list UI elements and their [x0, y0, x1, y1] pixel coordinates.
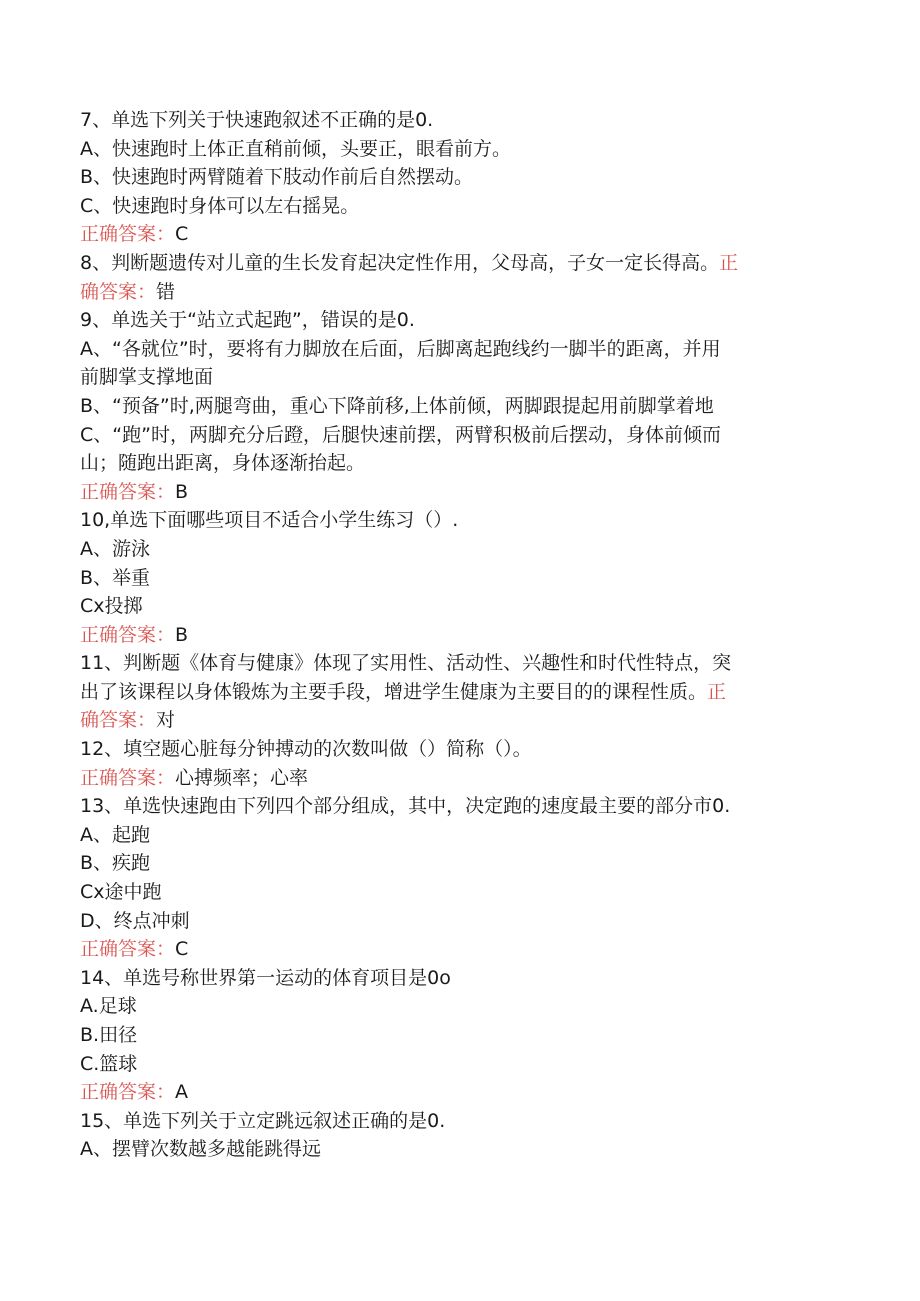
line-text: A、起跑 — [80, 823, 150, 846]
line-text: C.篮球 — [80, 1052, 138, 1075]
text-line — [80, 163, 830, 192]
answer-line — [80, 621, 830, 650]
text-line — [80, 907, 830, 936]
text-line — [80, 964, 830, 993]
text-line — [80, 535, 830, 564]
text-line — [80, 592, 830, 621]
answer-label: 正确答案： — [80, 766, 176, 789]
text-line — [80, 735, 830, 764]
answer-line — [80, 935, 830, 964]
document-page — [80, 106, 830, 1164]
answer-label: 正确答案： — [80, 623, 176, 646]
answer-label-start: 正 — [707, 680, 727, 703]
answer-label: 正确答案： — [80, 223, 176, 246]
line-text: A、快速跑时上体正直稍前倾，头要正，眼看前方。 — [80, 137, 511, 160]
answer-line — [80, 706, 830, 735]
text-line — [80, 363, 830, 392]
text-line — [80, 792, 830, 821]
line-text: D、终点冲刺 — [80, 909, 190, 932]
line-text: B、快速跑时两臂随着下肢动作前后自然摆动。 — [80, 166, 474, 189]
answer-label: 正确答案： — [80, 480, 176, 503]
line-text: A.足球 — [80, 995, 137, 1018]
text-line — [80, 192, 830, 221]
answer-value: 心搏频率；心率 — [175, 766, 309, 789]
text-line — [80, 678, 830, 707]
text-line — [80, 849, 830, 878]
line-text: 山；随跑出距离，身体逐渐抬起。 — [80, 452, 366, 475]
line-text: C、快速跑时身体可以左右摇晃。 — [80, 194, 360, 217]
line-text: 14、单选号称世界第一运动的体育项目是0o — [80, 966, 451, 989]
text-line — [80, 649, 830, 678]
answer-label: 确答案： — [80, 709, 157, 732]
line-text: B.田径 — [80, 1024, 138, 1046]
answer-value: C — [175, 938, 189, 961]
line-text: B、疾跑 — [80, 852, 151, 875]
answer-label: 正确答案： — [80, 1081, 176, 1104]
text-line — [80, 992, 830, 1021]
line-text: 13、单选快速跑由下列四个部分组成，其中，决定跑的速度最主要的部分市0. — [80, 795, 731, 818]
answer-value: C — [175, 223, 189, 246]
line-text: A、游泳 — [80, 537, 150, 560]
text-line — [80, 1050, 830, 1079]
answer-line — [80, 764, 830, 793]
answer-label-start: 正 — [719, 251, 739, 274]
answer-value: A — [175, 1081, 189, 1104]
line-text: 出了该课程以身体锻炼为主要手段，增进学生健康为主要目的的课程性质。 — [80, 680, 708, 703]
text-line — [80, 306, 830, 335]
text-line — [80, 821, 830, 850]
answer-line — [80, 278, 830, 307]
line-text: 15、单选下列关于立定跳远叙述正确的是0. — [80, 1109, 446, 1132]
line-text: 8、判断题遗传对儿童的生长发育起决定性作用，父母高，子女一定长得高。 — [80, 251, 720, 274]
text-line — [80, 564, 830, 593]
line-text: 前脚掌支撑地面 — [80, 366, 214, 389]
answer-value: 对 — [156, 709, 176, 732]
line-text: A、“各就位”时，要将有力脚放在后面，后脚离起跑线约一脚半的距离，并用 — [80, 337, 721, 360]
answer-line — [80, 478, 830, 507]
line-text: 11、判断题《体育与健康》体现了实用性、活动性、兴趣性和时代性特点，突 — [80, 652, 732, 675]
line-text: 7、单选下列关于快速跑叙述不正确的是0. — [80, 109, 434, 131]
text-line — [80, 249, 830, 278]
text-line — [80, 1107, 830, 1136]
text-line — [80, 1135, 830, 1164]
text-line — [80, 106, 830, 135]
line-text: 10,单选下面哪些项目不适合小学生练习（）. — [80, 509, 459, 532]
line-text: B、举重 — [80, 566, 151, 589]
line-text: Cx途中跑 — [80, 881, 162, 904]
text-line — [80, 449, 830, 478]
line-text: C、“跑”时，两脚充分后蹬，后腿快速前摆，两臂积极前后摆动，身体前倾而 — [80, 423, 721, 446]
text-line — [80, 421, 830, 450]
line-text: 9、单选关于“站立式起跑”，错误的是0. — [80, 309, 415, 332]
answer-label: 正确答案： — [80, 938, 176, 961]
answer-label: 确答案： — [80, 280, 157, 303]
answer-line — [80, 1078, 830, 1107]
text-line — [80, 1021, 830, 1050]
text-line — [80, 506, 830, 535]
answer-value: B — [175, 623, 189, 646]
text-line — [80, 878, 830, 907]
line-text: 12、填空题心脏每分钟搏动的次数叫做（）简称（）。 — [80, 738, 532, 761]
line-text: B、“预备”时,两腿弯曲，重心下降前移,上体前倾，两脚跟提起用前脚掌着地 — [80, 394, 714, 417]
line-text: Cx投掷 — [80, 595, 143, 618]
text-line — [80, 392, 830, 421]
answer-value: 错 — [156, 280, 176, 303]
line-text: A、摆臂次数越多越能跳得远 — [80, 1138, 321, 1161]
text-line — [80, 135, 830, 164]
text-line — [80, 335, 830, 364]
answer-value: B — [175, 480, 189, 503]
answer-line — [80, 220, 830, 249]
